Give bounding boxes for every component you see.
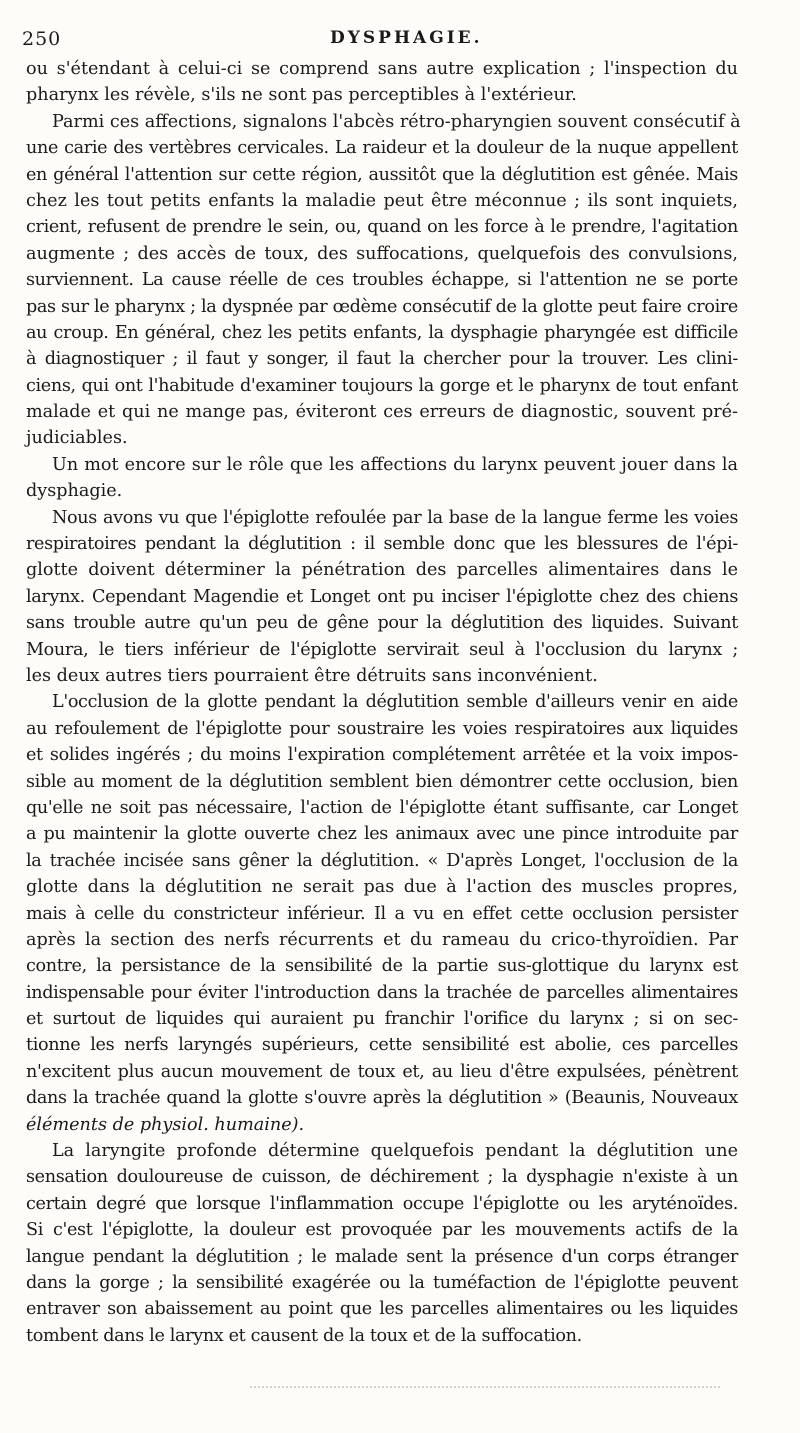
running-title: DYSPHAGIE. <box>330 28 483 48</box>
text-line: indispensable pour éviter l'introduction dans la trachée de parcelles alimentaires <box>26 982 738 1003</box>
text-line: n'excitent plus aucun mouvement de toux et, au lieu d'être expulsées, pénètrent <box>26 1061 738 1082</box>
body-text <box>26 56 741 1349</box>
text-line: au refoulement de l'épiglotte pour soustraire les voies respiratoires aux liquides <box>26 718 738 739</box>
text-line: langue pendant la déglutition ; le malade sent la présence d'un corps étranger <box>26 1246 738 1267</box>
text-line: les deux autres tiers pourraient être détruits sans inconvénient. <box>26 665 598 686</box>
text-line: tombent dans le larynx et causent de la toux et de la suffocation. <box>26 1325 582 1346</box>
text-line: La laryngite profonde détermine quelquefois pendant la déglutition une <box>52 1141 738 1162</box>
text-line: respiratoires pendant la déglutition : il semble donc que les blessures de l'épi- <box>26 534 738 555</box>
text-line: une carie des vertèbres cervicales. La raideur et la douleur de la nuque appellent <box>26 138 738 159</box>
text-line: contre, la persistance de la sensibilité de la partie sus-glottique du larynx est <box>26 956 738 977</box>
page-number: 250 <box>22 28 62 50</box>
text-line: mais à celle du constricteur inférieur. Il a vu en effet cette occlusion persister <box>26 903 738 924</box>
text-line: crient, refusent de prendre le sein, ou, quand on les force à le prendre, l'agitation <box>26 217 738 238</box>
text-line: Un mot encore sur le rôle que les affections du larynx peuvent jouer dans la <box>52 454 738 475</box>
text-line: ou s'étendant à celui-ci se comprend sans autre explication ; l'inspection du <box>26 59 738 79</box>
text-line: au croup. En général, chez les petits enfants, la dysphagie pharyngée est difficile <box>26 322 738 343</box>
text-line: Moura, le tiers inférieur de l'épiglotte servirait seul à l'occlusion du larynx ; <box>26 639 738 660</box>
text-line: surviennent. La cause réelle de ces troubles échappe, si l'attention ne se porte <box>26 270 738 291</box>
text-line: Si c'est l'épiglotte, la douleur est provoquée par les mouvements actifs de la <box>26 1220 738 1241</box>
text-line: ciens, qui ont l'habitude d'examiner toujours la gorge et le pharynx de tout enfant <box>26 375 738 396</box>
text-line: certain degré que lorsque l'inflammation occupe l'épiglotte ou les aryténoïdes. <box>26 1193 738 1214</box>
text-line: et surtout de liquides qui auraient pu franchir l'orifice du larynx ; si on sec- <box>26 1009 738 1030</box>
text-line: augmente ; des accès de toux, des suffocations, quelquefois des convulsions, <box>26 243 738 264</box>
text-line: après la section des nerfs récurrents et du rameau du crico-thyroïdien. Par <box>26 929 738 950</box>
text-line: à diagnostiquer ; il faut y songer, il faut la chercher pour la trouver. Les clini- <box>26 349 738 370</box>
text-line: et solides ingérés ; du moins l'expiration complétement arrêtée et la voix impos- <box>26 745 738 766</box>
text-line: Parmi ces affections, signalons l'abcès rétro-pharyngien souvent consécutif à <box>52 111 741 132</box>
text-line: pharynx les révèle, s'ils ne sont pas perceptibles à l'extérieur. <box>26 85 577 106</box>
text-line: pas sur le pharynx ; la dyspnée par œdème consécutif de la glotte peut faire croire <box>26 296 738 317</box>
text-line: malade et qui ne mange pas, éviteront ces erreurs de diagnostic, souvent pré- <box>26 402 738 423</box>
text-line: en général l'attention sur cette région, aussitôt que la déglutition est gênée. Mais <box>26 164 738 185</box>
text-line: la trachée incisée sans gêner la déglutition. « D'après Longet, l'occlusion de la <box>26 850 738 871</box>
text-line: judiciables. <box>26 428 128 449</box>
text-line: glotte dans la déglutition ne serait pas due à l'action des muscles propres, <box>26 877 738 898</box>
text-line: a pu maintenir la glotte ouverte chez les animaux avec une pince introduite par <box>26 824 738 845</box>
text-line: larynx. Cependant Magendie et Longet ont pu inciser l'épiglotte chez des chiens <box>26 586 738 607</box>
text-line: sible au moment de la déglutition semblent bien démontrer cette occlusion, bien <box>26 771 738 792</box>
text-line: glotte doivent déterminer la pénétration des parcelles alimentaires dans le <box>26 560 738 581</box>
text-line: tionne les nerfs laryngés supérieurs, cette sensibilité est abolie, ces parcelles <box>26 1035 738 1056</box>
text-line: éléments de physiol. humaine). <box>26 1114 305 1135</box>
text-line: chez les tout petits enfants la maladie peut être méconnue ; ils sont inquiets, <box>26 190 738 211</box>
text-line: L'occlusion de la glotte pendant la déglutition semble d'ailleurs venir en aide <box>52 692 738 713</box>
text-line: dans la gorge ; la sensibilité exagérée ou la tuméfaction de l'épiglotte peuvent <box>26 1272 738 1293</box>
text-line: Nous avons vu que l'épiglotte refoulée par la base de la langue ferme les voies <box>52 507 738 528</box>
text-line: sensation douloureuse de cuisson, de déchirement ; la dysphagie n'existe à un <box>26 1167 738 1188</box>
page-header <box>0 28 800 56</box>
text-line: dans la trachée quand la glotte s'ouvre après la déglutition » (Beaunis, Nouveaux <box>26 1088 738 1109</box>
bleed-through-marks <box>250 1386 720 1398</box>
text-line: qu'elle ne soit pas nécessaire, l'action de l'épiglotte étant suffisante, car Longet <box>26 797 738 818</box>
text-line: entraver son abaissement au point que les parcelles alimentaires ou les liquides <box>26 1299 738 1320</box>
text-line: dysphagie. <box>26 481 123 502</box>
text-line: sans trouble autre qu'un peu de gêne pour la déglutition des liquides. Suivant <box>26 613 738 634</box>
